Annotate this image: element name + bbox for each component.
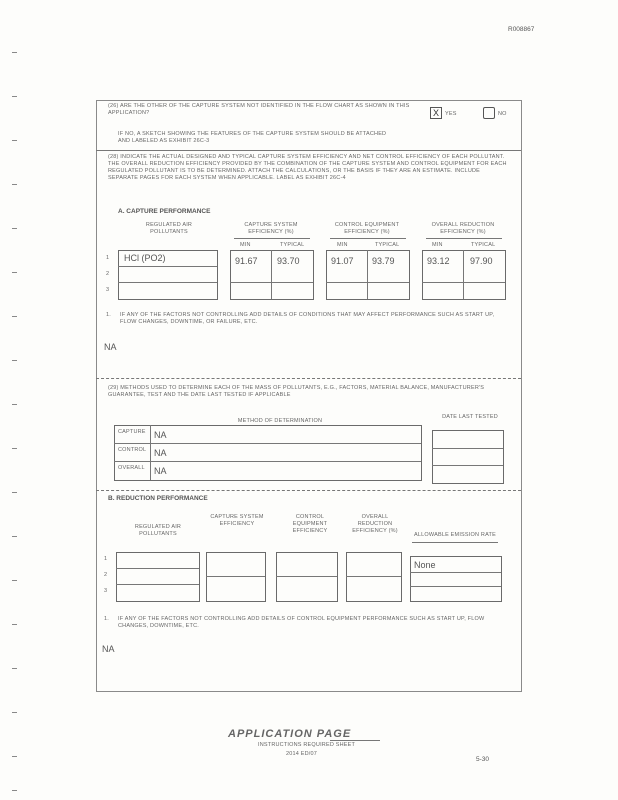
footer-sub2: 2014 ED/07	[286, 751, 318, 757]
q29-col-date: DATE LAST TESTED	[442, 414, 498, 420]
b-col-overall: OVERALL REDUCTION EFFICIENCY (%)	[352, 514, 398, 534]
overall-typ-cell[interactable]: 97.90	[470, 256, 493, 266]
q29-label: (29) METHODS USED TO DETERMINE EACH OF THE MASS OF POLLUTANTS, E.G., FACTORS, MATERIAL BALANCE, MANUFACTURER'S GUARANTEE, TEST AND THE DATE LAST TESTED IF APPLICABLE	[108, 385, 485, 398]
emission-cell[interactable]: None	[414, 560, 436, 570]
q29-col-method: METHOD OF DETERMINATION	[237, 418, 323, 424]
b-col-emission: ALLOWABLE EMISSION RATE	[414, 532, 496, 538]
q26-yes-checkbox[interactable]: X	[430, 107, 442, 119]
overall-sub-min: MIN	[432, 242, 443, 248]
b-answer[interactable]: NA	[102, 644, 115, 654]
b-col-capture: CAPTURE SYSTEM EFFICIENCY	[210, 514, 264, 527]
row-number: 3	[106, 287, 110, 293]
pollutant-cell[interactable]: HCl (PO2)	[124, 253, 166, 263]
capture-col-overall: OVERALL REDUCTION EFFICIENCY (%)	[431, 222, 495, 235]
method-row-label: OVERALL	[118, 465, 145, 471]
document-id: R008867	[508, 26, 535, 33]
row-number: 1	[106, 255, 110, 261]
q26-note: IF NO, A SKETCH SHOWING THE FEATURES OF THE CAPTURE SYSTEM SHOULD BE ATTACHED AND LABELED AS EXHIBIT 26C-3	[118, 131, 387, 144]
q26-no-checkbox[interactable]	[483, 107, 495, 119]
q26-label: (26) ARE THE OTHER OF THE CAPTURE SYSTEM NOT IDENTIFIED IN THE FLOW CHART AS SHOWN IN THIS APPLICATION?	[108, 103, 410, 116]
control-typ-cell[interactable]: 93.79	[372, 256, 395, 266]
method-row-value[interactable]: NA	[154, 430, 167, 440]
control-sub-typ: TYPICAL	[375, 242, 400, 248]
q28-label: (28) INDICATE THE ACTUAL DESIGNED AND TYPICAL CAPTURE SYSTEM EFFICIENCY AND NET CONTROL EFFICIENCY OF EACH POLLUTANT. THE OVERALL REDUCTION EFFICIENCY PROVIDED BY THE COMBINATION OF THE CAPTURE SYSTEM AND CONTROL EQUIPMENT FOR EACH REGULATED POLLUTANT IS TO BE DETERMINED. ATTACH THE CALCULATIONS, OR THE BASIS IF THEY ARE AN ESTIMATE. INCLUDE SEPARATE PAGES FOR EACH SYSTEM WHEN APPLICABLE. LABEL AS EXHIBIT 26C-4	[108, 154, 507, 181]
row-number: 2	[104, 572, 108, 578]
method-row-label: CAPTURE	[118, 429, 146, 435]
q26-yes-label: YES	[445, 111, 457, 117]
row-number: 2	[106, 271, 110, 277]
capture-col-control: CONTROL EQUIPMENT EFFICIENCY (%)	[334, 222, 400, 235]
row-number: 1	[104, 556, 108, 562]
row-number: 3	[104, 588, 108, 594]
capture-min-cell[interactable]: 91.67	[235, 256, 258, 266]
capture-sub-min: MIN	[240, 242, 251, 248]
capture-heading: A. CAPTURE PERFORMANCE	[118, 208, 211, 215]
overall-sub-typ: TYPICAL	[471, 242, 496, 248]
capture-col-capture: CAPTURE SYSTEM EFFICIENCY (%)	[244, 222, 298, 235]
method-row-value[interactable]: NA	[154, 466, 167, 476]
b-col-pollutant: REGULATED AIR POLLUTANTS	[134, 524, 182, 537]
page-number: 5-30	[476, 756, 490, 763]
b-col-control: CONTROL EQUIPMENT EFFICIENCY	[292, 514, 328, 534]
control-min-cell[interactable]: 91.07	[331, 256, 354, 266]
capture-answer[interactable]: NA	[104, 342, 117, 352]
b-footnote: IF ANY OF THE FACTORS NOT CONTROLLING ADD DETAILS OF CONTROL EQUIPMENT PERFORMANCE SUCH AS START UP, FLOW CHANGES, DOWNTIME, ETC.	[118, 616, 485, 629]
control-sub-min: MIN	[337, 242, 348, 248]
footer-title: APPLICATION PAGE	[228, 728, 352, 740]
footer-sub1: INSTRUCTIONS REQUIRED SHEET	[258, 742, 356, 748]
b-heading: B. REDUCTION PERFORMANCE	[108, 495, 208, 502]
capture-sub-typ: TYPICAL	[280, 242, 305, 248]
method-row-label: CONTROL	[118, 447, 147, 453]
overall-min-cell[interactable]: 93.12	[427, 256, 450, 266]
q26-no-label: NO	[498, 111, 507, 117]
capture-col-pollutant: REGULATED AIR POLLUTANTS	[145, 222, 193, 235]
capture-typ-cell[interactable]: 93.70	[277, 256, 300, 266]
capture-footnote: IF ANY OF THE FACTORS NOT CONTROLLING ADD DETAILS OF CONDITIONS THAT MAY AFFECT PERFORMANCE SUCH AS START UP, FLOW CHANGES, DOWNTIME, OR FAILURE, ETC.	[120, 312, 495, 325]
method-row-value[interactable]: NA	[154, 448, 167, 458]
